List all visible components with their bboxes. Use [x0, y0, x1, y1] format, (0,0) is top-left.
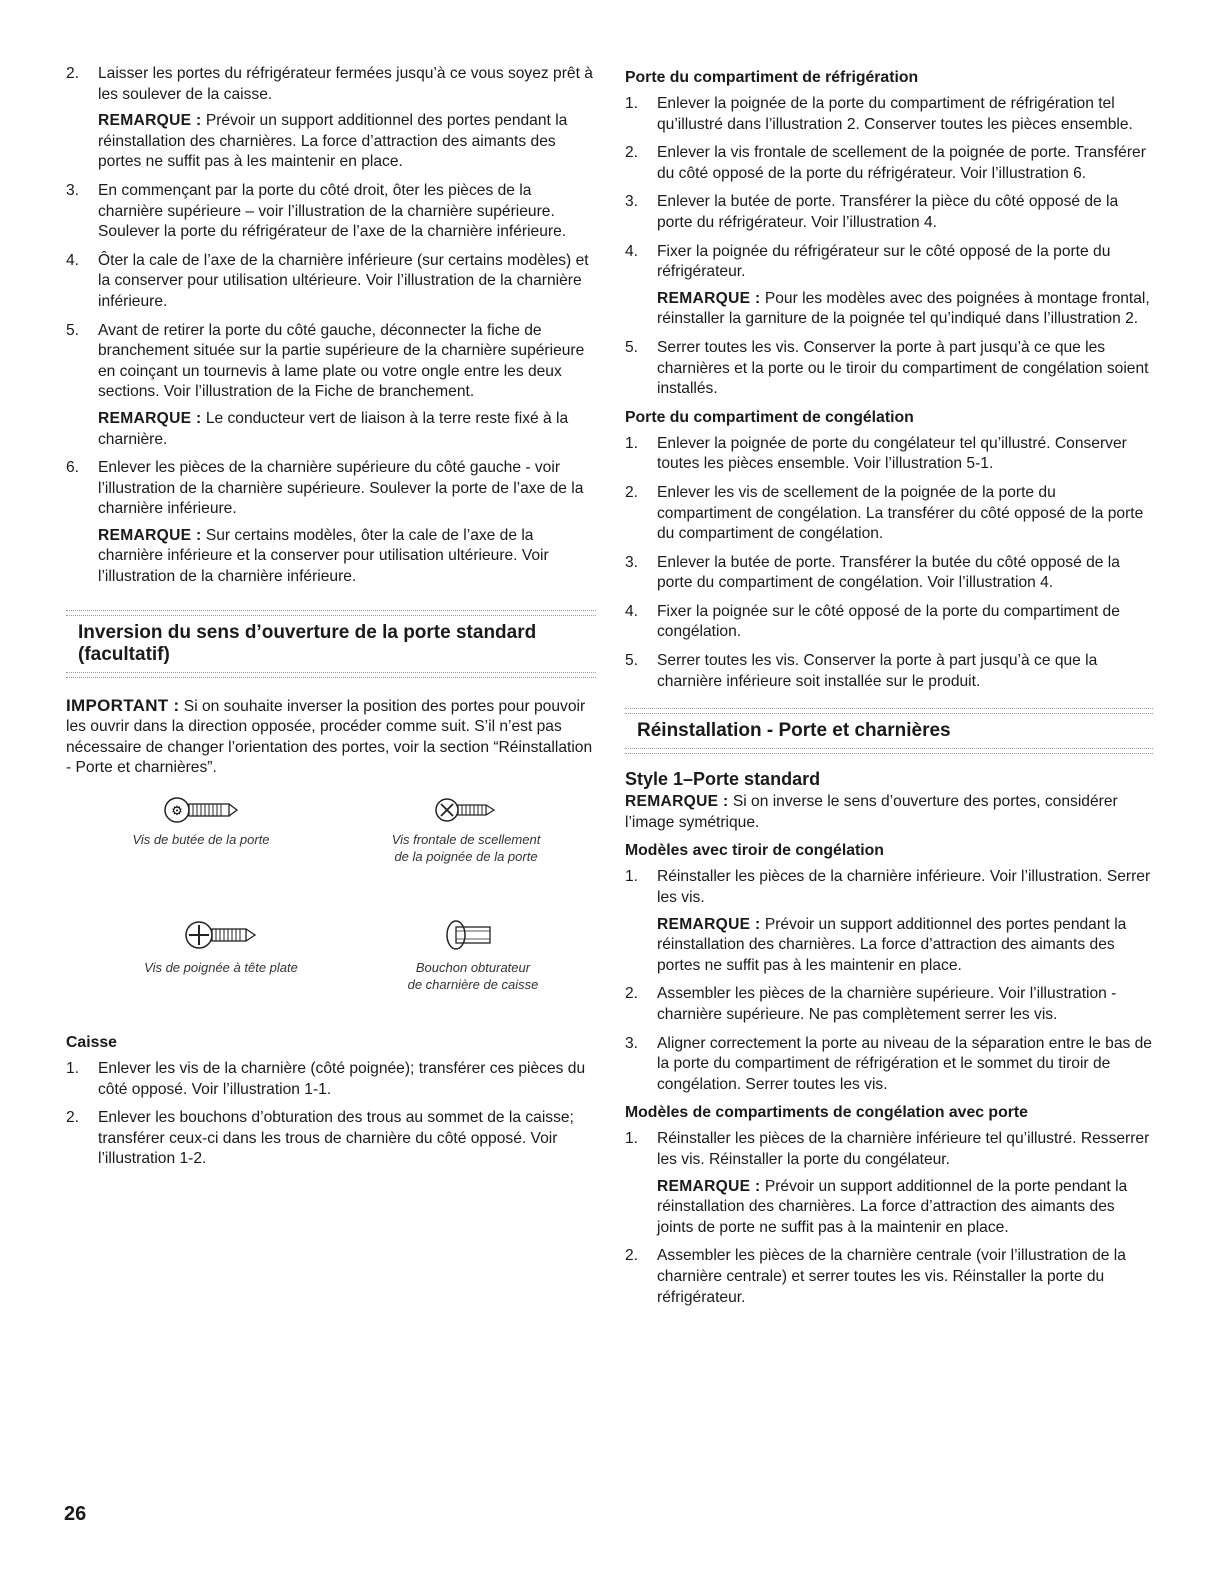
note: REMARQUE : Prévoir un support additionnel des portes pendant la réinstallation des charnières. La force d’attraction des aimants des portes ne suffit pas à les maintenir en place.	[657, 915, 1127, 974]
drawer-step-3: 3. Aligner correctement la porte au niveau de la séparation entre le bas de la porte du compartiment de réfrigération et le sommet du tiroir de congélation. Serrer toutes les vis.	[625, 1034, 1152, 1093]
fridge-step-4: 4. Fixer la poignée du réfrigérateur sur le côté opposé de la porte du réfrigérateur. REMARQUE : Pour les modèles avec des poignées à montage frontal, réinstaller la garniture de la poignée tel qu’indiqué dans l’illustration 2.	[625, 242, 1153, 330]
drawer-step-2: 2. Assembler les pièces de la charnière supérieure. Voir l’illustration - charnière supérieure. Ne pas complètement serrer les vis.	[625, 985, 1117, 1023]
caisse-step-1: 1. Enlever les vis de la charnière (côté poignée); transférer ces pièces du côté opposé. Voir l’illustration 1-1.	[66, 1060, 586, 1098]
step-4: 4. Ôter la cale de l’axe de la charnière inférieure (sur certains modèles) et la conserver pour utilisation ultérieure. Voir l’illustration de la charnière inférieure.	[66, 251, 589, 310]
remarque-paragraph: REMARQUE : Si on inverse le sens d’ouverture des portes, considérer l’image symétrique.	[625, 793, 1118, 831]
step-5: 5. Avant de retirer la porte du côté gauche, déconnecter la fiche de branchement située sur la partie supérieure de la charnière supérieure en coinçant un tournevis à lame plate ou votre ongle entre les deux sections. Voir l’illustration de la Fiche de branchement. REMARQUE : Le conducteur vert de liaison à la terre reste fixé à la charnière.	[66, 321, 596, 451]
caisse-heading: Caisse	[66, 1034, 117, 1052]
step-2: 2. Laisser les portes du réfrigérateur fermées jusqu’à ce vous soyez prêt à les soulever de la caisse. REMARQUE : Prévoir un support additionnel des portes pendant la réinstallation des charnières. La force d’attraction des aimants des portes ne suffit pas à les maintenir en place.	[66, 64, 596, 173]
step-6: 6. Enlever les pièces de la charnière supérieure du côté gauche - voir l’illustration de la charnière supérieure. Soulever la porte de l’axe de la charnière inférieure. REMARQUE : Sur certains modèles, ôter la cale de l’axe de la charnière inférieure et la conserver pour utilisation ultérieure. Voir l’illustration de la charnière inférieure.	[66, 458, 596, 588]
part-door-stop-screw: ⚙ Vis de butée de la porte	[86, 793, 316, 848]
part-hinge-plug: Bouchon obturateur de charnière de caisse	[358, 915, 588, 993]
drawer-models-heading: Modèles avec tiroir de congélation	[625, 842, 884, 860]
door-models-heading: Modèles de compartiments de congélation avec porte	[625, 1104, 1028, 1122]
note: REMARQUE : Le conducteur vert de liaison à la terre reste fixé à la charnière.	[98, 409, 569, 448]
fridge-step-2: 2. Enlever la vis frontale de scellement de la poignée de porte. Transférer du côté opposé de la porte du réfrigérateur. Voir l’illustration 6.	[625, 144, 1146, 182]
fridge-step-5: 5. Serrer toutes les vis. Conserver la porte à part jusqu’à ce que les charnières et la porte ou le tiroir du compartiment de congélation soient installés.	[625, 338, 1149, 398]
note: REMARQUE : Prévoir un support additionnel de la porte pendant la réinstallation des charnières. La force d’attraction des aimants des joints de porte ne suffit pas à la maintenir en place.	[657, 1177, 1128, 1236]
part-flat-head-screw: Vis de poignée à tête plate	[106, 915, 336, 976]
divider	[625, 748, 1153, 754]
caisse-step-2: 2. Enlever les bouchons d’obturation des trous au sommet de la caisse; transférer ceux-ci dans les trous de charnière du côté opposé. Voir l’illustration 1-2.	[66, 1109, 574, 1168]
freezer-step-4: 4. Fixer la poignée sur le côté opposé de la porte du compartiment de congélation.	[625, 602, 1120, 641]
flat-head-screw-icon	[181, 915, 261, 955]
hinge-plug-icon	[438, 915, 508, 955]
section-title: Inversion du sens d’ouverture de la porte standard (facultatif)	[78, 621, 537, 665]
freezer-step-2: 2. Enlever les vis de scellement de la poignée de la porte du compartiment de congélation. La transférer du côté opposé de la porte du compartiment de congélation.	[625, 483, 1144, 543]
drawer-step-1: 1. Réinstaller les pièces de la charnière inférieure. Voir l’illustration. Serrer les vis. REMARQUE : Prévoir un support additionnel des portes pendant la réinstallation des charnières. La force d’attraction des aimants des portes ne suffit pas à les maintenir en place.	[625, 867, 1153, 976]
freezer-step-5: 5. Serrer toutes les vis. Conserver la porte à part jusqu’à ce que la charnière inférieure soit installée sur le produit.	[625, 652, 1098, 690]
steps-list-top	[66, 64, 596, 588]
note: REMARQUE : Pour les modèles avec des poignées à montage frontal, réinstaller la garniture de la poignée tel qu’indiqué dans l’illustration 2.	[657, 289, 1150, 328]
note: REMARQUE : Prévoir un support additionnel des portes pendant la réinstallation des charnières. La force d’attraction des aimants des portes ne suffit pas à les maintenir en place.	[98, 112, 568, 171]
style-title: Style 1–Porte standard	[625, 769, 821, 790]
parts-illustrations	[66, 787, 596, 1027]
section-header-reinstallation	[625, 700, 1153, 762]
step-3: 3. En commençant par la porte du côté droit, ôter les pièces de la charnière supérieure – voir l’illustration de la charnière supérieure. Soulever la porte du réfrigérateur de l’axe de la charnière inférieure.	[66, 181, 567, 241]
freezer-step-1: 1. Enlever la poignée de porte du congélateur tel qu’illustré. Conserver toutes les pièces ensemble. Voir l’illustration 5-1.	[625, 434, 1127, 473]
divider	[66, 672, 596, 678]
fridge-step-1: 1. Enlever la poignée de la porte du compartiment de réfrigération tel qu’illustré dans l’illustration 2. Conserver toutes les pièces ensemble.	[625, 95, 1133, 133]
freezer-step-3: 3. Enlever la butée de porte. Transférer la butée du côté opposé de la porte du compartiment de congélation. Voir l’illustration 4.	[625, 553, 1120, 592]
important-paragraph: IMPORTANT : Si on souhaite inverser la position des portes pour pouvoir les ouvrir dans la direction opposée, procéder comme suit. S’il n’est pas nécessaire de changer l’orientation des portes, voir la section “Réinstallation - Porte et charnières”.	[66, 695, 593, 777]
freezer-door-heading: Porte du compartiment de congélation	[625, 408, 914, 426]
section-title: Réinstallation - Porte et charnières	[637, 720, 951, 742]
door-step-1: 1. Réinstaller les pièces de la charnière inférieure tel qu’illustré. Resserrer les vis. Réinstaller la porte du congélateur. REMARQUE : Prévoir un support additionnel de la porte pendant la réinstallation des charnières. La force d’attraction des aimants des joints de porte ne suffit pas à la maintenir en place.	[625, 1129, 1153, 1238]
door-step-2: 2. Assembler les pièces de la charnière centrale (voir l’illustration de la charnière centrale) et serrer toutes les vis. Réinstaller la porte du réfrigérateur.	[625, 1247, 1126, 1306]
handle-seal-screw-icon	[431, 793, 501, 827]
left-column	[66, 64, 596, 1178]
right-column	[625, 64, 1153, 1316]
note: REMARQUE : Sur certains modèles, ôter la cale de l’axe de la charnière inférieure et la conserver pour utilisation ultérieure. Voir l’illustration de la charnière inférieure.	[98, 526, 549, 586]
door-stop-screw-icon	[161, 793, 241, 827]
page-number: 26	[64, 1503, 87, 1525]
part-handle-seal-screw: Vis frontale de scellement de la poignée de la porte	[351, 793, 581, 865]
fridge-step-3: 3. Enlever la butée de porte. Transférer la pièce du côté opposé de la porte du réfrigérateur. Voir l’illustration 4.	[625, 193, 1119, 231]
svg-text:⚙: ⚙	[171, 804, 183, 820]
fridge-door-heading: Porte du compartiment de réfrigération	[625, 69, 919, 86]
section-header-inversion	[66, 602, 596, 686]
